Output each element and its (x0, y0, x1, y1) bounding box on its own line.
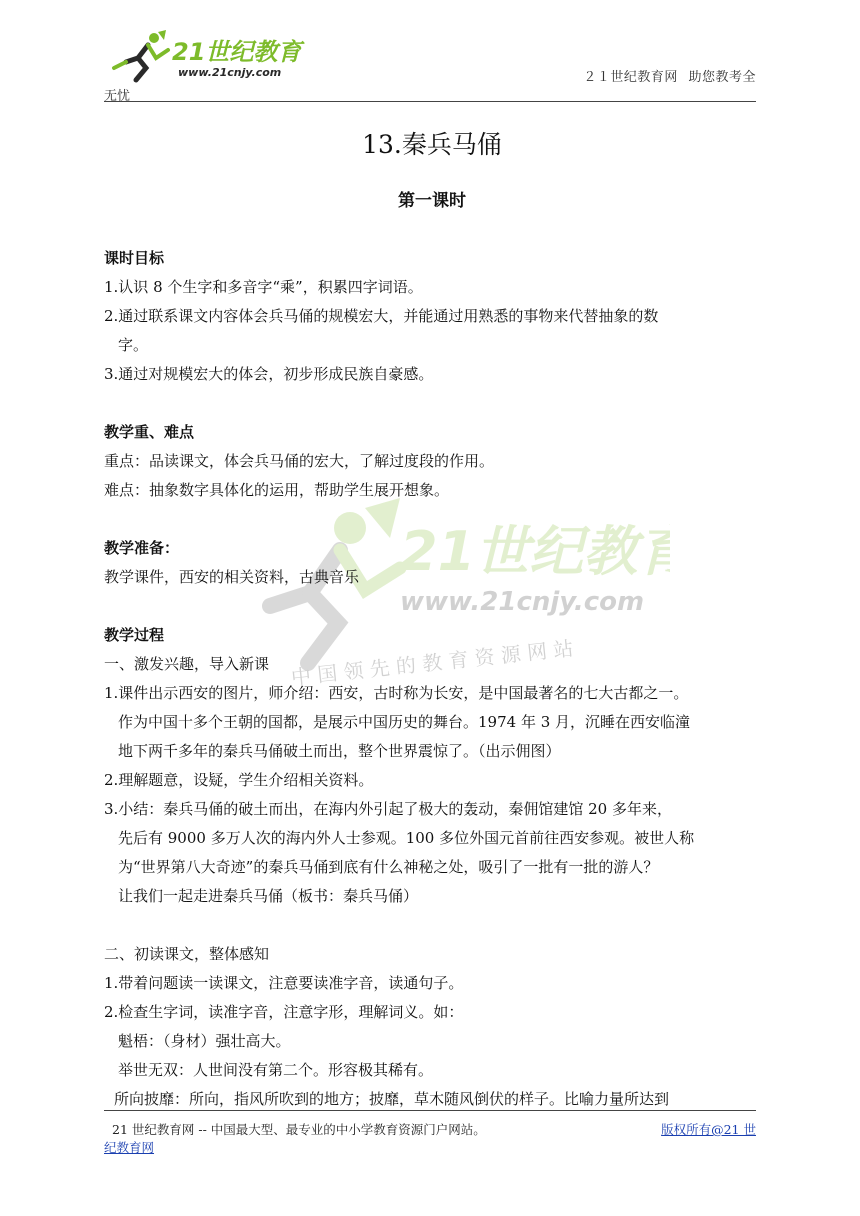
part1-line: 为“世界第八大奇迹”的秦兵马俑到底有什么神秘之处，吸引了一批有一批的游人？ (118, 858, 659, 876)
logo-url-text: www.21cnjy.com (178, 66, 282, 79)
part1-line: 1.课件出示西安的图片，师介绍：西安，古时称为长安，是中国最著名的七大古都之一。 (104, 684, 689, 702)
key-points-heading: 教学重、难点 (104, 423, 195, 441)
vocab-item: 举世无双：人世间没有第二个。形容极其稀有。 (118, 1061, 434, 1079)
header-slogan (577, 66, 756, 85)
watermark-url: www.21cnjy.com (400, 587, 645, 617)
goals-heading: 课时目标 (104, 249, 165, 267)
goal-item: 1.认识 8 个生字和多音字“乘”，积累四字词语。 (104, 278, 423, 296)
watermark-brand: 21世纪教育 (400, 520, 670, 583)
part1-line: 让我们一起走进秦兵马俑（板书：秦兵马俑） (118, 887, 419, 905)
vocab-item: 所向披靡：所向，指风所吹到的地方；披靡，草木随风倒伏的样子。比喻力量所达到 (114, 1090, 670, 1108)
logo-graphic (108, 28, 308, 84)
logo-brand-text: 21世纪教育 (172, 38, 302, 66)
process-heading: 教学过程 (104, 626, 165, 644)
header-slogan-continued: 无忧 (104, 89, 131, 104)
part2-line: 1.带着问题读一读课文，注意要读准字音，读通句子。 (104, 974, 464, 992)
part2-heading: 二、初读课文，整体感知 (104, 945, 270, 963)
preparation-text: 教学课件，西安的相关资料，古典音乐 (104, 568, 360, 586)
footer-copyright-link[interactable]: 版权所有@21 世 (661, 1122, 756, 1137)
lesson-content (104, 118, 760, 1114)
site-logo[interactable] (108, 28, 308, 84)
part1-line: 先后有 9000 多万人次的海内外人士参观。100 多位外国元首前往西安参观。被世人称 (118, 829, 695, 847)
vocab-item: 魁梧：（身材）强壮高大。 (118, 1032, 291, 1050)
part1-line: 2.理解题意，设疑，学生介绍相关资料。 (104, 771, 374, 789)
footer-description: 21 世纪教育网 -- 中国最大型、最专业的中小学教育资源门户网站。 (112, 1122, 486, 1137)
goal-item: 2.通过联系课文内容体会兵马俑的规模宏大，并能通过用熟悉的事物来代替抽象的数 (104, 307, 659, 325)
preparation-heading: 教学准备： (104, 539, 180, 557)
part1-line: 地下两千多年的秦兵马俑破土而出，整个世界震惊了。（出示佣图） (118, 742, 561, 760)
watermark-tagline: 中 国 领 先 的 教 育 资 源 网 站 (289, 636, 575, 688)
part2-line: 2.检查生字词，读准字音，注意字形，理解词义。如： (104, 1003, 464, 1021)
page-subtitle: 第一课时 (398, 191, 466, 211)
goal-item: 3.通过对规模宏大的体会，初步形成民族自豪感。 (104, 365, 434, 383)
key-point: 难点：抽象数字具体化的运用，帮助学生展开想象。 (104, 481, 450, 499)
goal-item-continued: 字。 (118, 336, 149, 354)
part1-line: 3.小结：秦兵马俑的破土而出，在海内外引起了极大的轰动，秦佣馆建馆 20 多年来， (104, 800, 672, 818)
header-site-name: ２１世纪教育网 (583, 70, 678, 85)
header-divider (104, 101, 756, 102)
key-point: 重点：品读课文，体会兵马俑的宏大，了解过度段的作用。 (104, 452, 495, 470)
footer-divider (104, 1110, 756, 1111)
page-title: 13.秦兵马俑 (362, 130, 502, 159)
footer-copyright-link-continued[interactable]: 纪教育网 (104, 1140, 155, 1155)
header-slogan-text: 助您教考全 (688, 70, 756, 85)
part1-line: 作为中国十多个王朝的国都，是展示中国历史的舞台。1974 年 3 月，沉睡在西安临潼 (118, 713, 691, 731)
part1-heading: 一、激发兴趣，导入新课 (104, 655, 270, 673)
